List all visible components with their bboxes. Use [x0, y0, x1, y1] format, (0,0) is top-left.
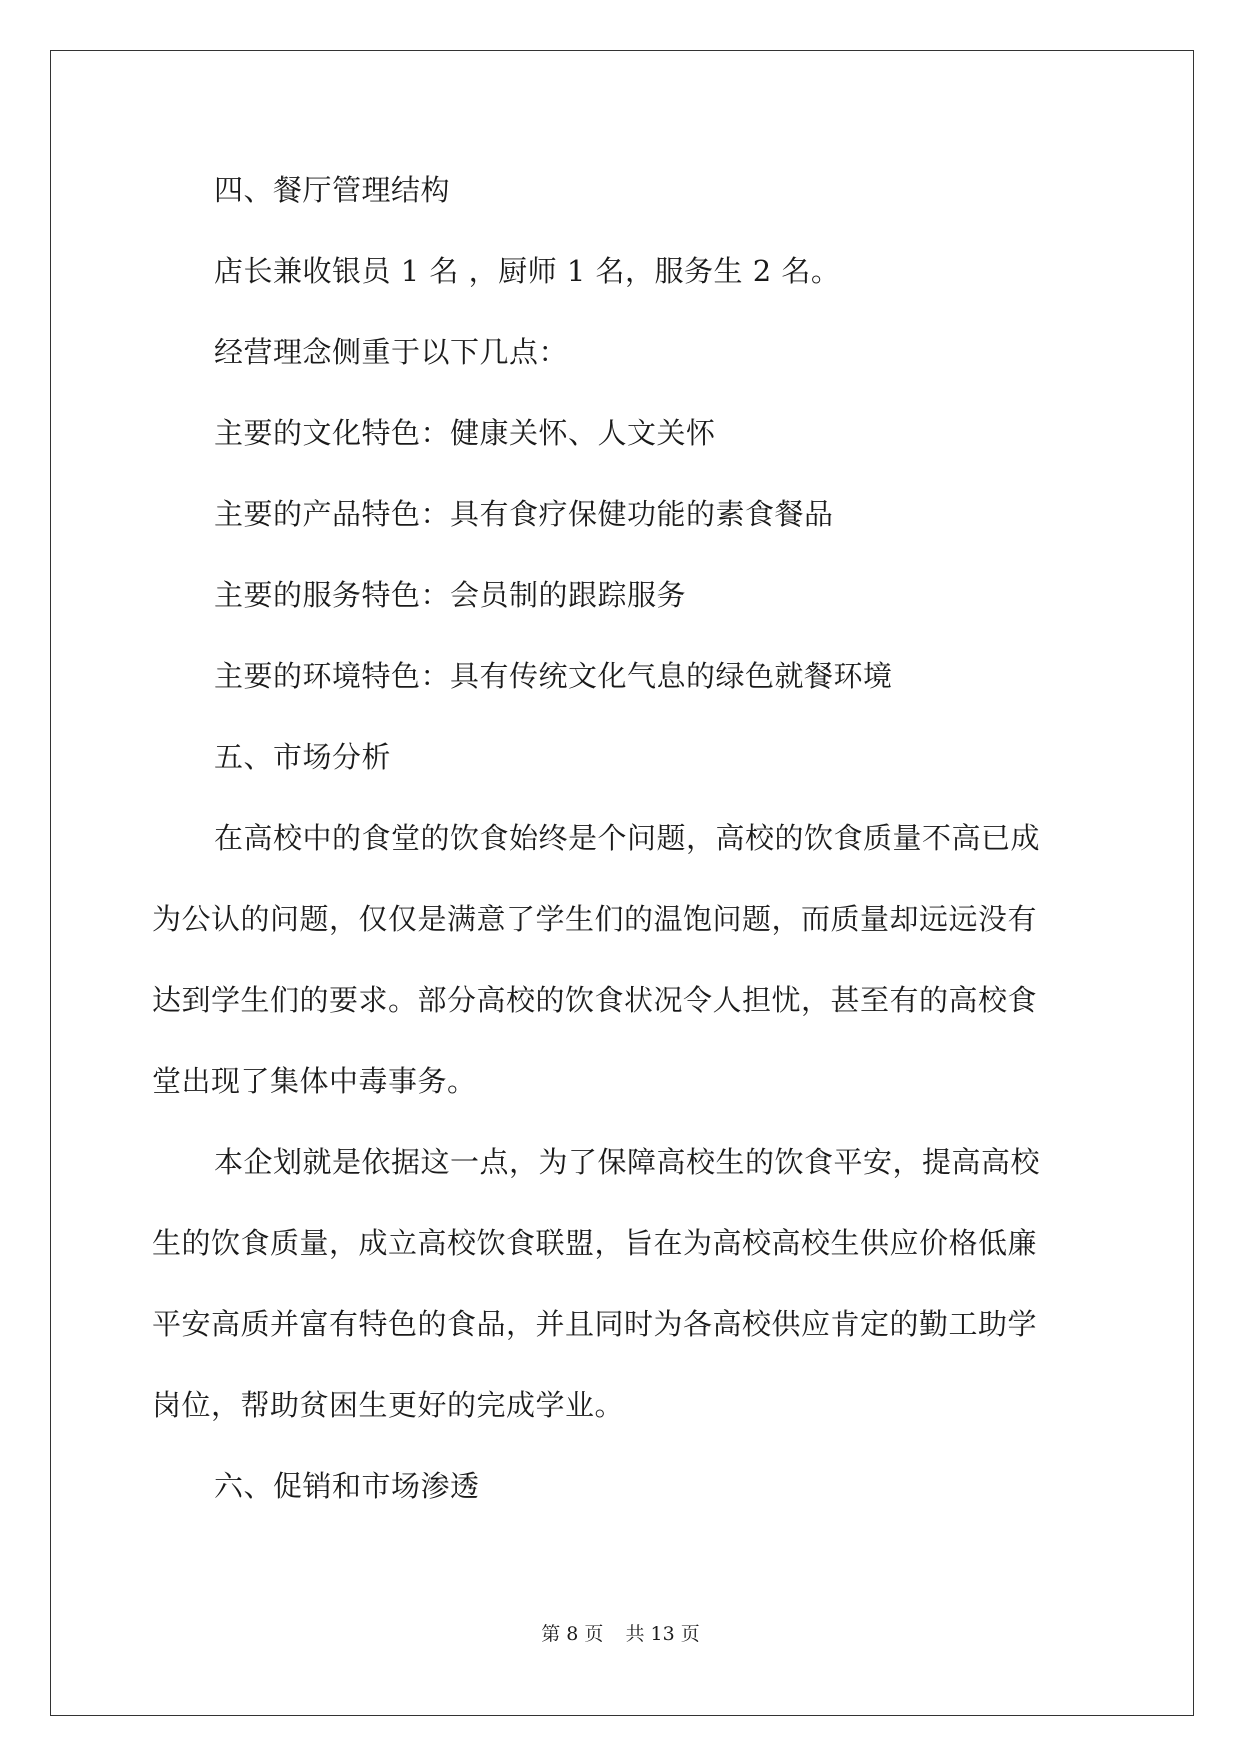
paragraph-line: 主要的环境特色：具有传统文化气息的绿色就餐环境	[214, 659, 893, 693]
page-border	[50, 50, 1194, 1716]
paragraph-line: 主要的产品特色：具有食疗保健功能的素食餐品	[214, 497, 834, 531]
section-heading-promotion: 六、促销和市场渗透	[214, 1469, 480, 1503]
page-number: 第 8 页	[541, 1623, 604, 1645]
paragraph-line: 在高校中的食堂的饮食始终是个问题，高校的饮食质量不高已成	[214, 821, 1041, 855]
section-heading-management: 四、餐厅管理结构	[214, 173, 451, 207]
paragraph-line: 平安高质并富有特色的食品，并且同时为各高校供应肯定的勤工助学	[152, 1307, 1038, 1341]
paragraph-line: 店长兼收银员 1 名 ，厨师 1 名，服务生 2 名。	[214, 254, 841, 288]
paragraph-line: 生的饮食质量，成立高校饮食联盟，旨在为高校高校生供应价格低廉	[152, 1226, 1038, 1260]
paragraph-line: 主要的文化特色：健康关怀、人文关怀	[214, 416, 716, 450]
paragraph-line: 经营理念侧重于以下几点：	[214, 335, 569, 369]
paragraph-line: 本企划就是依据这一点，为了保障高校生的饮食平安，提高高校	[214, 1145, 1041, 1179]
paragraph-line: 堂出现了集体中毒事务。	[152, 1064, 477, 1098]
paragraph-line: 为公认的问题，仅仅是满意了学生们的温饱问题，而质量却远远没有	[152, 902, 1038, 936]
page-total: 共 13 页	[625, 1623, 700, 1645]
paragraph-line: 主要的服务特色：会员制的跟踪服务	[214, 578, 687, 612]
section-heading-market: 五、市场分析	[214, 740, 392, 774]
page-footer	[0, 1622, 1241, 1646]
paragraph-line: 达到学生们的要求。部分高校的饮食状况令人担忧，甚至有的高校食	[152, 983, 1038, 1017]
paragraph-line: 岗位，帮助贫困生更好的完成学业。	[152, 1388, 625, 1422]
